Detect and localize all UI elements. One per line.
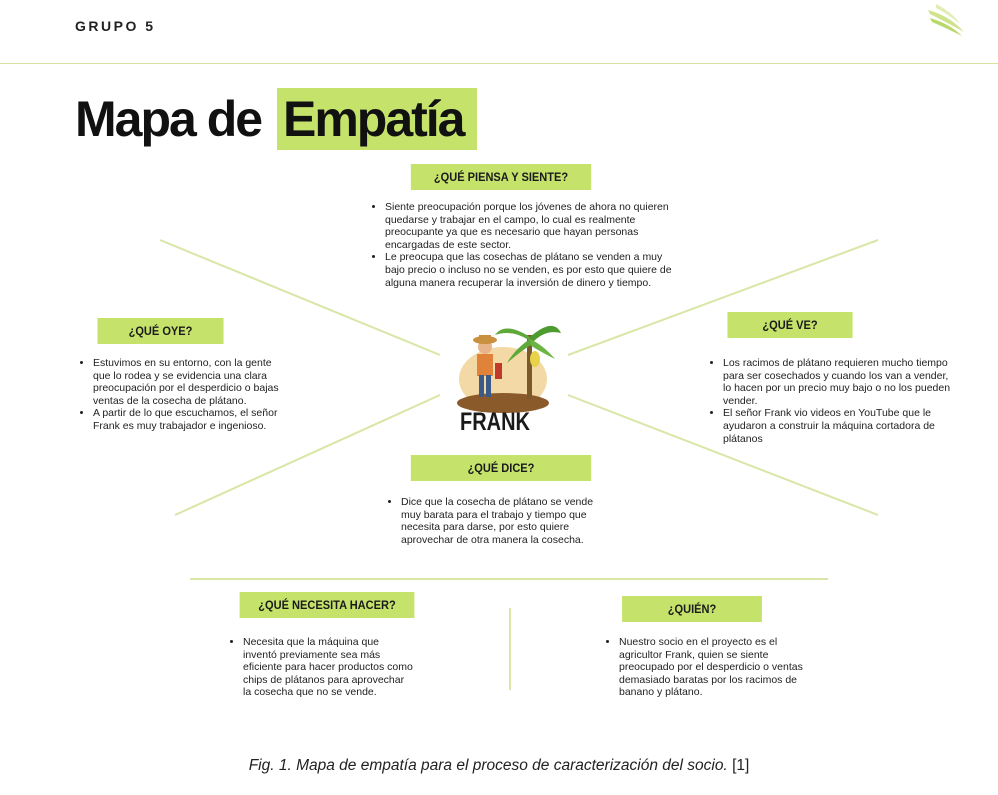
header-divider [0,63,998,64]
oye-text [75,357,280,433]
group-label: GRUPO 5 [75,18,156,34]
quien-item: • Nuestro socio en el proyecto es el agricultor Frank, quien se siente preocupado por el desperdicio o ventas demasiado baratas por los racimos de banano y plátano. [619,636,816,699]
title-part-1: Mapa de [75,91,262,147]
title-part-2-highlight: Empatía [277,88,478,150]
dice-item: • Dice que la cosecha de plátano se vende muy barata para el trabajo y tiempo que necesita para darse, por esto quiere aprovechar de otra manera la cosecha. [401,496,613,546]
hacer-text [225,636,415,699]
ve-header: ¿QUÉ VE? [727,312,852,338]
ve-text [705,357,955,445]
figure-caption [0,757,998,775]
leaf-logo-icon [928,4,964,36]
piensa-text [367,201,672,289]
persona-name: FRANK [460,408,530,436]
ve-item: • El señor Frank vio videos en YouTube que le ayudaron a construir la máquina cortadora de plátanos [723,407,955,445]
dice-text [383,496,613,546]
caption-reference: [1] [732,757,750,774]
caption-text: Fig. 1. Mapa de empatía para el proceso de caracterización del socio. [248,757,728,774]
oye-item: • A partir de lo que escuchamos, el señor Frank es muy trabajador e ingenioso. [93,407,280,432]
quien-text [601,636,816,699]
hacer-item: • Necesita que la máquina que inventó previamente sea más eficiente para hacer productos como chips de plátanos para aprovechar la cosecha que no se vende. [243,636,415,699]
quien-header: ¿QUIÉN? [622,596,762,622]
farmer-illustration [455,315,565,415]
hacer-header: ¿QUÉ NECESITA HACER? [240,592,415,618]
dice-header: ¿QUÉ DICE? [411,455,591,481]
page-title [75,88,477,150]
oye-header: ¿QUÉ OYE? [97,318,223,344]
piensa-item: • Siente preocupación porque los jóvenes de ahora no quieren quedarse y trabajar en el campo, lo cual es realmente preocupante ya que es necesario que hayan personas encargadas de este sector. [385,201,672,251]
oye-item: • Estuvimos en su entorno, con la gente que lo rodea y se evidencia una clara preocupación por el desperdicio o bajas ventas de la cosecha de plátano. [93,357,280,407]
ve-item: • Los racimos de plátano requieren mucho tiempo para ser cosechados y cuando los van a vender, lo hacen por un precio muy bajo o no los pueden vender. [723,357,955,407]
piensa-header: ¿QUÉ PIENSA Y SIENTE? [411,164,591,190]
piensa-item: • Le preocupa que las cosechas de plátano se venden a muy bajo precio o incluso no se venden, es por esto que quiere de alguna manera recuperar la inversión de dinero y tiempo. [385,251,672,289]
